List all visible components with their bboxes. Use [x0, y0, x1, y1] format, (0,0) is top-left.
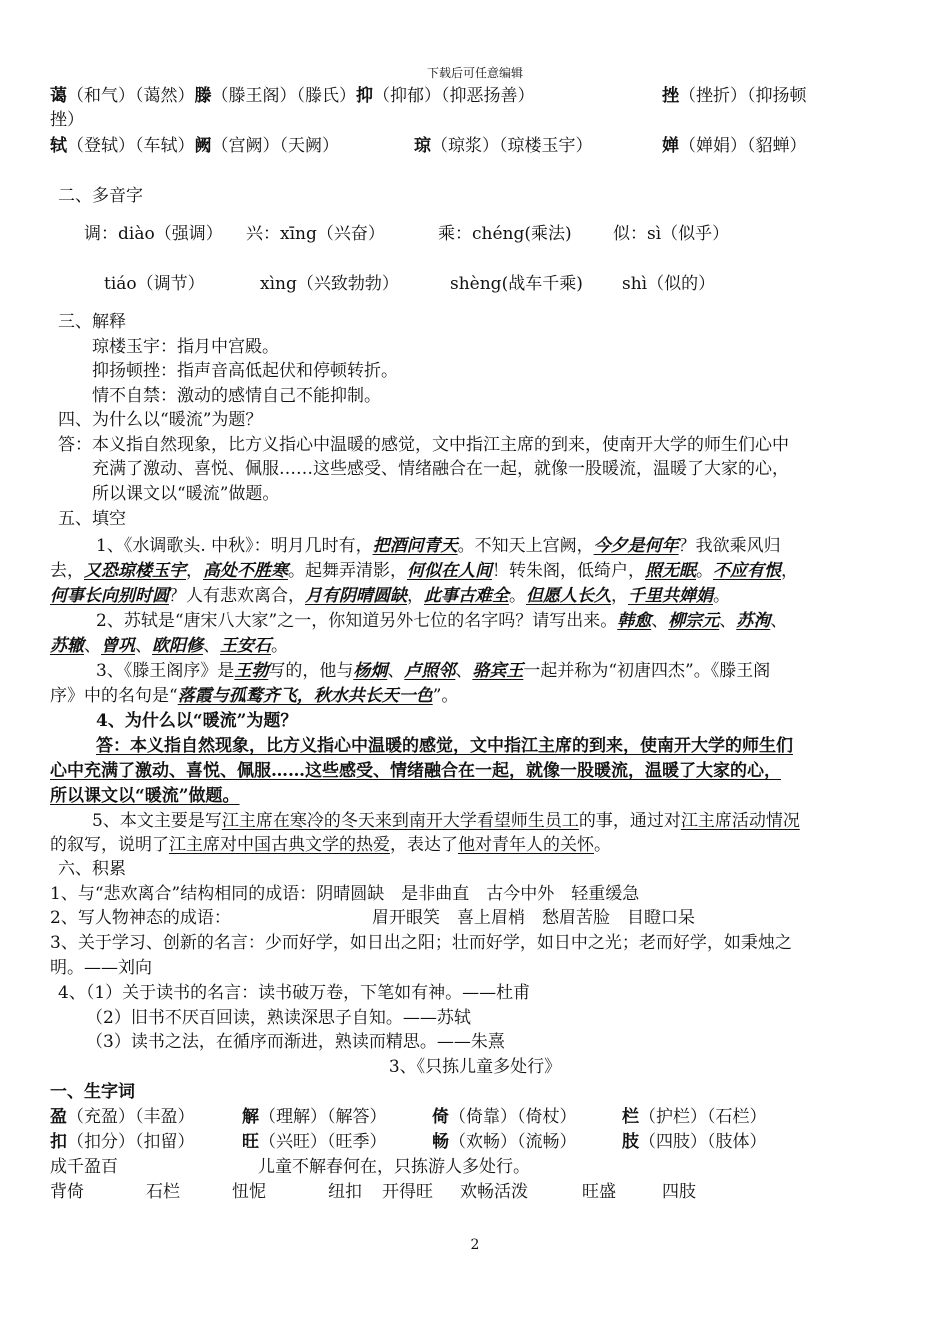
fill-p4-title: 4、为什么以“暖流”为题？ — [96, 711, 298, 731]
text-span: 。 — [713, 586, 730, 606]
fill-p4-answer: 所以课文以“暖流”做题。 — [50, 786, 240, 806]
text-span: ， — [186, 561, 203, 581]
word-item: 四肢 — [662, 1182, 696, 1202]
section-title-fill: 五、填空 — [58, 509, 126, 529]
answer-blank: 苏辙 — [50, 636, 84, 656]
question-title: 四、为什么以“暖流”为题？ — [58, 410, 263, 430]
text-span: 、 — [84, 636, 101, 656]
word-item: 开得旺 — [382, 1182, 433, 1202]
vocab-char: 旺 — [242, 1132, 259, 1152]
answer-blank: 落霞与孤鹜齐飞，秋水共长天一色 — [177, 686, 433, 706]
answer-blank: 王勃 — [234, 661, 269, 681]
text-span: 序》中的名句是“ — [50, 686, 178, 706]
accumulate-line: （3）读书之法，在循序而渐进，熟读而精思。——朱熹 — [86, 1032, 505, 1052]
text-span: 一起并称为“初唐四杰”。《滕王阁 — [523, 661, 771, 681]
polyphone-item: tiáo（调节） — [104, 274, 205, 294]
text-span: 、 — [135, 636, 152, 656]
polyphone-item: 似：sì（似乎） — [613, 224, 730, 244]
answer-blank: 江主席活动情况 — [680, 811, 800, 831]
answer-blank: 江主席对中国古典文学的热爱 — [169, 835, 390, 855]
text-span: 、 — [770, 611, 788, 631]
answer-blank: 千里共婵娟 — [628, 586, 713, 606]
text-span: 儿童不解春何在，只拣游人多处行。 — [258, 1157, 530, 1177]
text-span: 的叙写，说明了 — [50, 835, 169, 855]
vocab-line-1-cont: 挫） — [50, 110, 84, 130]
text-span: 。 — [594, 835, 611, 855]
text-span: 去， — [50, 561, 84, 581]
text-span: 。 — [696, 561, 713, 581]
vocab-line-2-tail — [662, 134, 902, 158]
text-span: 、 — [203, 636, 220, 656]
lesson-row-4 — [50, 1180, 900, 1204]
text-span: ， — [407, 586, 424, 606]
vocab-words: （抑郁）（抑恶扬善） — [373, 86, 535, 106]
vocab-char: 栏 — [622, 1107, 639, 1127]
lesson-vocab-row-2 — [50, 1130, 900, 1154]
vocab-words: （宫阙）（天阙） — [211, 136, 339, 156]
accumulate-line: 明。——刘向 — [50, 958, 152, 978]
text-span: 1、《水调歌头. 中秋》：明月几时有， — [96, 536, 373, 556]
vocab-words: （和气）（蔼然） — [67, 86, 195, 106]
text-span: 。 — [271, 636, 288, 656]
vocab-char: 畅 — [432, 1132, 449, 1152]
lesson-title: 3、《只拣儿童多处行》 — [388, 1057, 562, 1077]
fill-p1-line1 — [96, 534, 902, 558]
vocab-char: 倚 — [432, 1107, 449, 1127]
fill-p1-line3 — [50, 584, 900, 608]
answer-line: 所以课文以“暖流”做题。 — [92, 484, 280, 504]
text-span: 、 — [719, 611, 737, 631]
answer-blank: 柳宗元 — [668, 611, 720, 631]
lesson-vocab-row-1 — [50, 1105, 900, 1129]
vocab-words: （滕王阁）（滕氏） — [211, 86, 356, 106]
explain-item: 情不自禁：激动的感情自己不能抑制。 — [92, 386, 381, 406]
polyphone-item: xìng（兴致勃勃） — [260, 274, 399, 294]
fill-p2-line2 — [50, 634, 900, 658]
text-span: 眉开眼笑 喜上眉梢 愁眉苦脸 目瞪口呆 — [372, 908, 695, 928]
vocab-line-2-mid — [414, 134, 654, 158]
text-span: 的事，通过对 — [578, 811, 681, 831]
fill-p3-line1 — [96, 659, 902, 683]
explain-item: 抑扬顿挫：指声音高低起伏和停顿转折。 — [92, 361, 398, 381]
section-title-polyphone: 二、多音字 — [58, 186, 143, 206]
explain-item: 琼楼玉宇：指月中宫殿。 — [92, 337, 279, 357]
answer-blank: 高处不胜寒 — [203, 561, 288, 581]
polyphone-row-2 — [104, 272, 950, 296]
page-number: 2 — [470, 1237, 480, 1253]
text-span: 写的，他与 — [268, 661, 354, 681]
text-span: ？人有悲欢离合， — [169, 586, 305, 606]
vocab-words: （四肢）（肢体） — [639, 1132, 767, 1152]
text-span: 、 — [387, 661, 405, 681]
answer-blank: 他对青年人的关怀 — [458, 835, 594, 855]
vocab-char: 肢 — [622, 1132, 639, 1152]
text-span: 3、《滕王阁序》是 — [96, 661, 235, 681]
vocab-char: 轼 — [50, 136, 67, 156]
answer-blank: 骆宾王 — [472, 661, 524, 681]
lesson-subtitle: 一、生字词 — [50, 1082, 135, 1102]
answer-blank: 何事长向别时圆 — [50, 586, 169, 606]
section-title-explain: 三、解释 — [58, 312, 126, 332]
text-span: 。 — [509, 586, 526, 606]
vocab-words: （理解）（解答） — [259, 1107, 387, 1127]
vocab-char: 盈 — [50, 1107, 67, 1127]
answer-blank: 欧阳修 — [152, 636, 203, 656]
answer-blank: 韩愈 — [617, 611, 652, 631]
vocab-words: （扣分）（扣留） — [67, 1132, 195, 1152]
vocab-char: 婵 — [662, 136, 679, 156]
vocab-char: 阙 — [194, 136, 212, 156]
polyphone-item: shèng(战车千乘) — [450, 274, 583, 294]
word-item: 欢畅活泼 — [460, 1182, 528, 1202]
accumulate-line-2 — [50, 906, 900, 930]
text-span: ？我欲乘风归 — [678, 536, 781, 556]
answer-blank: 照无眠 — [645, 561, 696, 581]
fill-p4-answer: 答：本义指自然现象，比方义指心中温暖的感觉，文中指江主席的到来，使南开大学的师生们 — [96, 736, 793, 756]
vocab-words: （挫折）（抑扬顿 — [679, 86, 807, 106]
vocab-char: 抑 — [356, 86, 373, 106]
fill-p4-answer: 心中充满了激动、喜悦、佩服……这些感受、情绪融合在一起，就像一股暖流，温暖了大家的心， — [50, 761, 781, 781]
word-item: 背倚 — [50, 1182, 84, 1202]
text-span: ！转朱阁，低绮户， — [492, 561, 645, 581]
vocab-words: （充盈）（丰盈） — [67, 1107, 195, 1127]
polyphone-item: shì（似的） — [622, 274, 716, 294]
answer-blank: 今夕是何年 — [593, 536, 679, 556]
polyphone-item: 乘：chéng(乘法) — [438, 224, 572, 244]
vocab-char: 解 — [242, 1107, 259, 1127]
vocab-char: 蔼 — [50, 86, 67, 106]
vocab-char: 琼 — [414, 136, 431, 156]
answer-line: 答：本义指自然现象，比方义指心中温暖的感觉，文中指江主席的到来，使南开大学的师生们心中 — [58, 435, 789, 455]
vocab-words: （琼浆）（琼楼玉宇） — [431, 136, 593, 156]
fill-p5-line2 — [50, 833, 900, 857]
text-span: ”。 — [432, 686, 459, 706]
vocab-words: （护栏）（石栏） — [639, 1107, 767, 1127]
text-span: 成千盈百 — [50, 1157, 118, 1177]
word-item: 石栏 — [146, 1182, 180, 1202]
text-span: 5、本文主要是写 — [92, 811, 222, 831]
text-span: 。不知天上宫阙， — [457, 536, 594, 556]
accumulate-line: 3、关于学习、创新的名言：少而好学，如日出之阳；壮而好学，如日中之光；老而好学，如秉烛之 — [50, 933, 792, 953]
answer-blank: 杨炯 — [353, 661, 388, 681]
vocab-words: （兴旺）（旺季） — [259, 1132, 387, 1152]
polyphone-row-1 — [84, 222, 934, 246]
answer-blank: 月有阴晴圆缺 — [305, 586, 407, 606]
vocab-words: （欢畅）（流畅） — [449, 1132, 577, 1152]
answer-blank: 把酒问青天 — [372, 536, 458, 556]
text-span: ，表达了 — [390, 835, 458, 855]
page-header: 下载后可任意编辑 — [426, 66, 523, 80]
answer-blank: 苏洵 — [736, 611, 771, 631]
answer-blank: 卢照邻 — [404, 661, 456, 681]
answer-blank: 何似在人间 — [407, 561, 492, 581]
section-title-accumulate: 六、积累 — [58, 859, 126, 879]
text-span: ， — [781, 561, 798, 581]
text-span: 、 — [455, 661, 473, 681]
word-item: 纽扣 — [328, 1182, 362, 1202]
answer-blank: 此事古难全 — [424, 586, 509, 606]
text-span: 、 — [651, 611, 669, 631]
lesson-row-3 — [50, 1155, 900, 1179]
vocab-words: （登轼）（车轼） — [67, 136, 195, 156]
fill-p2-line1 — [96, 609, 902, 633]
answer-blank: 曾巩 — [101, 636, 135, 656]
vocab-char: 滕 — [194, 86, 212, 106]
accumulate-line: 4、（1）关于读书的名言：读书破万卷，下笔如有神。——杜甫 — [58, 983, 531, 1003]
fill-p5-line1 — [92, 809, 902, 833]
polyphone-item: 兴：xīng（兴奋） — [246, 224, 385, 244]
answer-blank: 但愿人长久 — [526, 586, 611, 606]
answer-blank: 王安石 — [220, 636, 271, 656]
answer-line: 充满了激动、喜悦、佩服……这些感受、情绪融合在一起，就像一股暖流，温暖了大家的心， — [92, 459, 789, 479]
accumulate-line: （2）旧书不厌百回读，熟读深思子自知。——苏轼 — [86, 1008, 471, 1028]
word-item: 忸怩 — [232, 1182, 266, 1202]
vocab-words: （倚靠）（倚杖） — [449, 1107, 577, 1127]
text-span: ， — [611, 586, 628, 606]
vocab-char: 挫 — [662, 86, 679, 106]
text-span: 。起舞弄清影， — [288, 561, 407, 581]
answer-blank: 不应有恨 — [713, 561, 781, 581]
polyphone-item: 调：diào（强调） — [84, 224, 223, 244]
fill-p3-line2 — [50, 684, 900, 708]
text-span: 2、写人物神态的成语： — [50, 908, 231, 928]
vocab-words: （婵娟）（貂蝉） — [679, 136, 807, 156]
text-span: 2、苏轼是“唐宋八大家”之一，你知道另外七位的名字吗？请写出来。 — [96, 611, 618, 631]
word-item: 旺盛 — [582, 1182, 616, 1202]
vocab-char: 扣 — [50, 1132, 67, 1152]
answer-blank: 江主席在寒冷的冬天来到南开大学看望师生员工 — [221, 811, 579, 831]
fill-p1-line2 — [50, 559, 902, 583]
accumulate-line: 1、与“悲欢离合”结构相同的成语：阴晴圆缺 是非曲直 古今中外 轻重缓急 — [50, 884, 640, 904]
answer-blank: 又恐琼楼玉宇 — [84, 561, 186, 581]
vocab-line-1-tail — [662, 84, 902, 108]
